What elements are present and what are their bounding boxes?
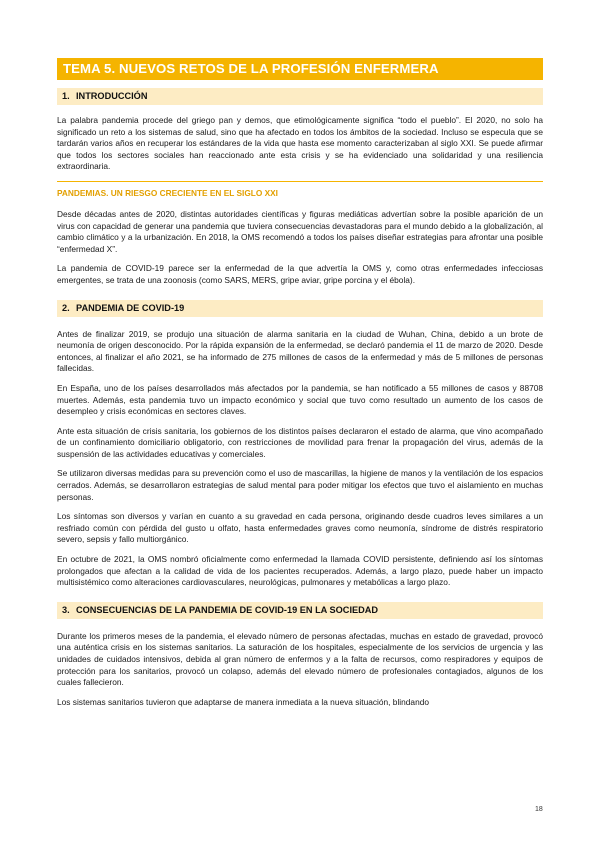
- paragraph: Los síntomas son diversos y varían en cuanto a su gravedad en cada persona, originando desde cuadros leves similares a un resfriado común con pérdida del gusto u olfato, hasta enfermedades graves como neumonía, síndrome de distrés respiratorio severo, sepsis y fallo multiorgánico.: [57, 511, 543, 545]
- subheading: PANDEMIAS. UN RIESGO CRECIENTE EN EL SIGLO XXI: [57, 187, 278, 198]
- page-number: 18: [535, 806, 543, 813]
- section-title: INTRODUCCIÓN: [76, 91, 148, 101]
- section-heading-pandemia: [57, 300, 543, 317]
- paragraph: Antes de finalizar 2019, se produjo una situación de alarma sanitaria en la ciudad de Wuhan, China, debido a un brote de neumonía de origen desconocido. Por la rápida expansión de la enfermedad, se declaró pandemia el 11 de marzo de 2020. Desde entonces, al finalizar el año 2021, se ha informado de 275 millones de casos de la enfermedad y más de 5 millones de personas fallecidas.: [57, 328, 543, 374]
- section-number: 1.: [62, 91, 70, 101]
- paragraph: En octubre de 2021, la OMS nombró oficialmente como enfermedad la llamada COVID persistente, definiendo así los síntomas prolongados que afectan a la calidad de vida de los pacientes recuperados. Además, a largo plazo, puede haber un impacto multisistémico como alteraciones cardiovasculares, neurológicas, pulmonares y metabólicas a largo plazo.: [57, 554, 543, 588]
- section-number: 3.: [62, 604, 70, 615]
- paragraph: Los sistemas sanitarios tuvieron que adaptarse de manera inmediata a la nueva situación, blindando: [57, 696, 429, 707]
- paragraph: En España, uno de los países desarrollados más afectados por la pandemia, se han notificado a 55 millones de casos y 88708 muertes. Además, esta pandemia tuvo un impacto económico y social que tuvo como resultado un aumento de los casos de desempleo y crisis económicas en sectores claves.: [57, 382, 543, 417]
- section-title: CONSECUENCIAS DE LA PANDEMIA DE COVID-19 EN LA SOCIEDAD: [76, 604, 379, 615]
- document-page: [57, 58, 543, 716]
- paragraph: La pandemia de COVID-19 parece ser la enfermedad de la que advertía la OMS y, como otras enfermedades infecciosas emergentes, se trata de una zoonosis (como SARS, MERS, gripe aviar, gripe porcina y el ébola).: [57, 263, 543, 285]
- document-title: TEMA 5. NUEVOS RETOS DE LA PROFESIÓN ENFERMERA: [57, 58, 543, 80]
- paragraph: La palabra pandemia procede del griego pan y demos, que etimológicamente significa “todo el pueblo”. El 2020, no solo ha significado un reto a los sistemas de salud, sino que ha afectado en todos los ámbitos de la sociedad. Incluso se especula que se tardarán varios años en recuperar los estándares de la vida que hasta ese momento caracterizaban al siglo XXI. Se puede afirmar que todos los sectores sociales han reaccionado ante esta crisis y se ha evidenciado una solidaridad y una resiliencia extraordinaria.: [57, 115, 543, 172]
- paragraph: Durante los primeros meses de la pandemia, el elevado número de personas afectadas, muchas en estado de gravedad, provocó una auténtica crisis en los sistemas sanitarios. La saturación de los hospitales, especialmente de los servicios de urgencia y las unidades de cuidados intensivos, debida al gran número de enfermos y a la falta de recursos, como respiradores y equipos de protección para los sanitarios, provocó un colapso, además del elevado número de profesionales contagiados, algunos de los cuales fallecieron.: [57, 630, 543, 688]
- section-heading-consecuencias: [57, 602, 543, 619]
- section-number: 2.: [62, 302, 70, 313]
- divider: [57, 181, 543, 182]
- section-heading-introduccion: [57, 88, 543, 105]
- paragraph: Desde décadas antes de 2020, distintas autoridades científicas y figuras mediáticas advertían sobre la posible aparición de un virus con capacidad de generar una pandemia que tuviera consecuencias devastadoras para el mundo debido a la globalización, al cambio climático y a la urbanización. En 2018, la OMS recomendó a todos los países diseñar estrategias para afrontar una posible “enfermedad X”.: [57, 208, 543, 254]
- section-title: PANDEMIA DE COVID-19: [76, 302, 185, 313]
- paragraph: Ante esta situación de crisis sanitaria, los gobiernos de los distintos países declararon el estado de alarma, que vino acompañado de un confinamiento domiciliario obligatorio, con restricciones de movilidad para frenar la propagación del virus, además de la suspensión de las actividades educativas y comerciales.: [57, 425, 543, 459]
- paragraph: Se utilizaron diversas medidas para su prevención como el uso de mascarillas, la higiene de manos y la ventilación de los espacios cerrados. Además, se desarrollaron estrategias de salud mental para poder mitigar los efectos que tuvo el aislamiento en muchas personas.: [57, 468, 543, 502]
